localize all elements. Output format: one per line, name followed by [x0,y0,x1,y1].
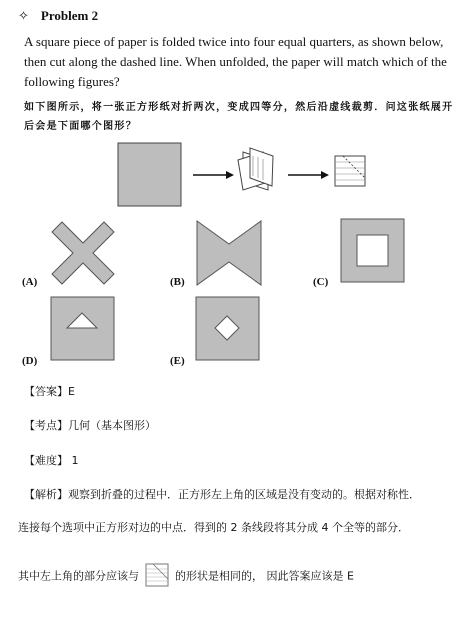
unfolded-square [118,143,181,206]
option-b-label[interactable]: (B) [170,276,185,288]
option-d-label[interactable]: (D) [22,355,38,367]
analysis-line-3-end: 的形状是相同的， 因此答案应该是 E [175,569,354,583]
problem-title-row [18,8,98,24]
answer-line: 【答案】E [24,385,75,398]
option-d-figure [50,296,116,362]
analysis-line-2: 连接每个选项中正方形对边的中点．得到的 2 条线段将其分成 4 个全等的部分． [18,521,409,534]
analysis-line-3-start: 其中左上角的部分应该与 [18,569,139,583]
problem-english-text: A square piece of paper is folded twice into four equal quarters, as shown below, then cut along the dashed line. When unfolded, the paper will match which of the following figures? [24,34,447,89]
option-e-figure [195,296,261,362]
option-c-label[interactable]: (C) [313,276,329,288]
problem-title: Problem 2 [40,8,99,23]
arrow-2 [288,171,329,179]
folded-paper-icon [238,148,273,190]
option-e-label[interactable]: (E) [170,355,185,367]
folding-process-figure [110,140,380,210]
difficulty-line: 【难度】 1 [24,454,79,467]
option-b-figure [194,218,264,288]
option-a-label[interactable]: (A) [22,276,38,288]
topic-line: 【考点】几何（基本图形） [24,419,156,432]
option-c-figure [340,218,406,284]
dashed-cut-square [335,156,365,186]
arrow-1 [193,171,234,179]
option-a-figure [48,218,118,288]
analysis-line-1: 【解析】观察到折叠的过程中．正方形左上角的区域是没有变动的。根据对称性． [24,488,420,501]
lined-quarter-square-icon [145,563,169,590]
problem-chinese-text: 如下图所示，将一张正方形纸对折两次，变成四等分，然后沿虚线裁剪．问这张纸展开后会是下面哪个图形？ [24,102,454,132]
analysis-line-3 [18,563,354,590]
diamond-bullet-icon: ✧ [18,8,29,23]
